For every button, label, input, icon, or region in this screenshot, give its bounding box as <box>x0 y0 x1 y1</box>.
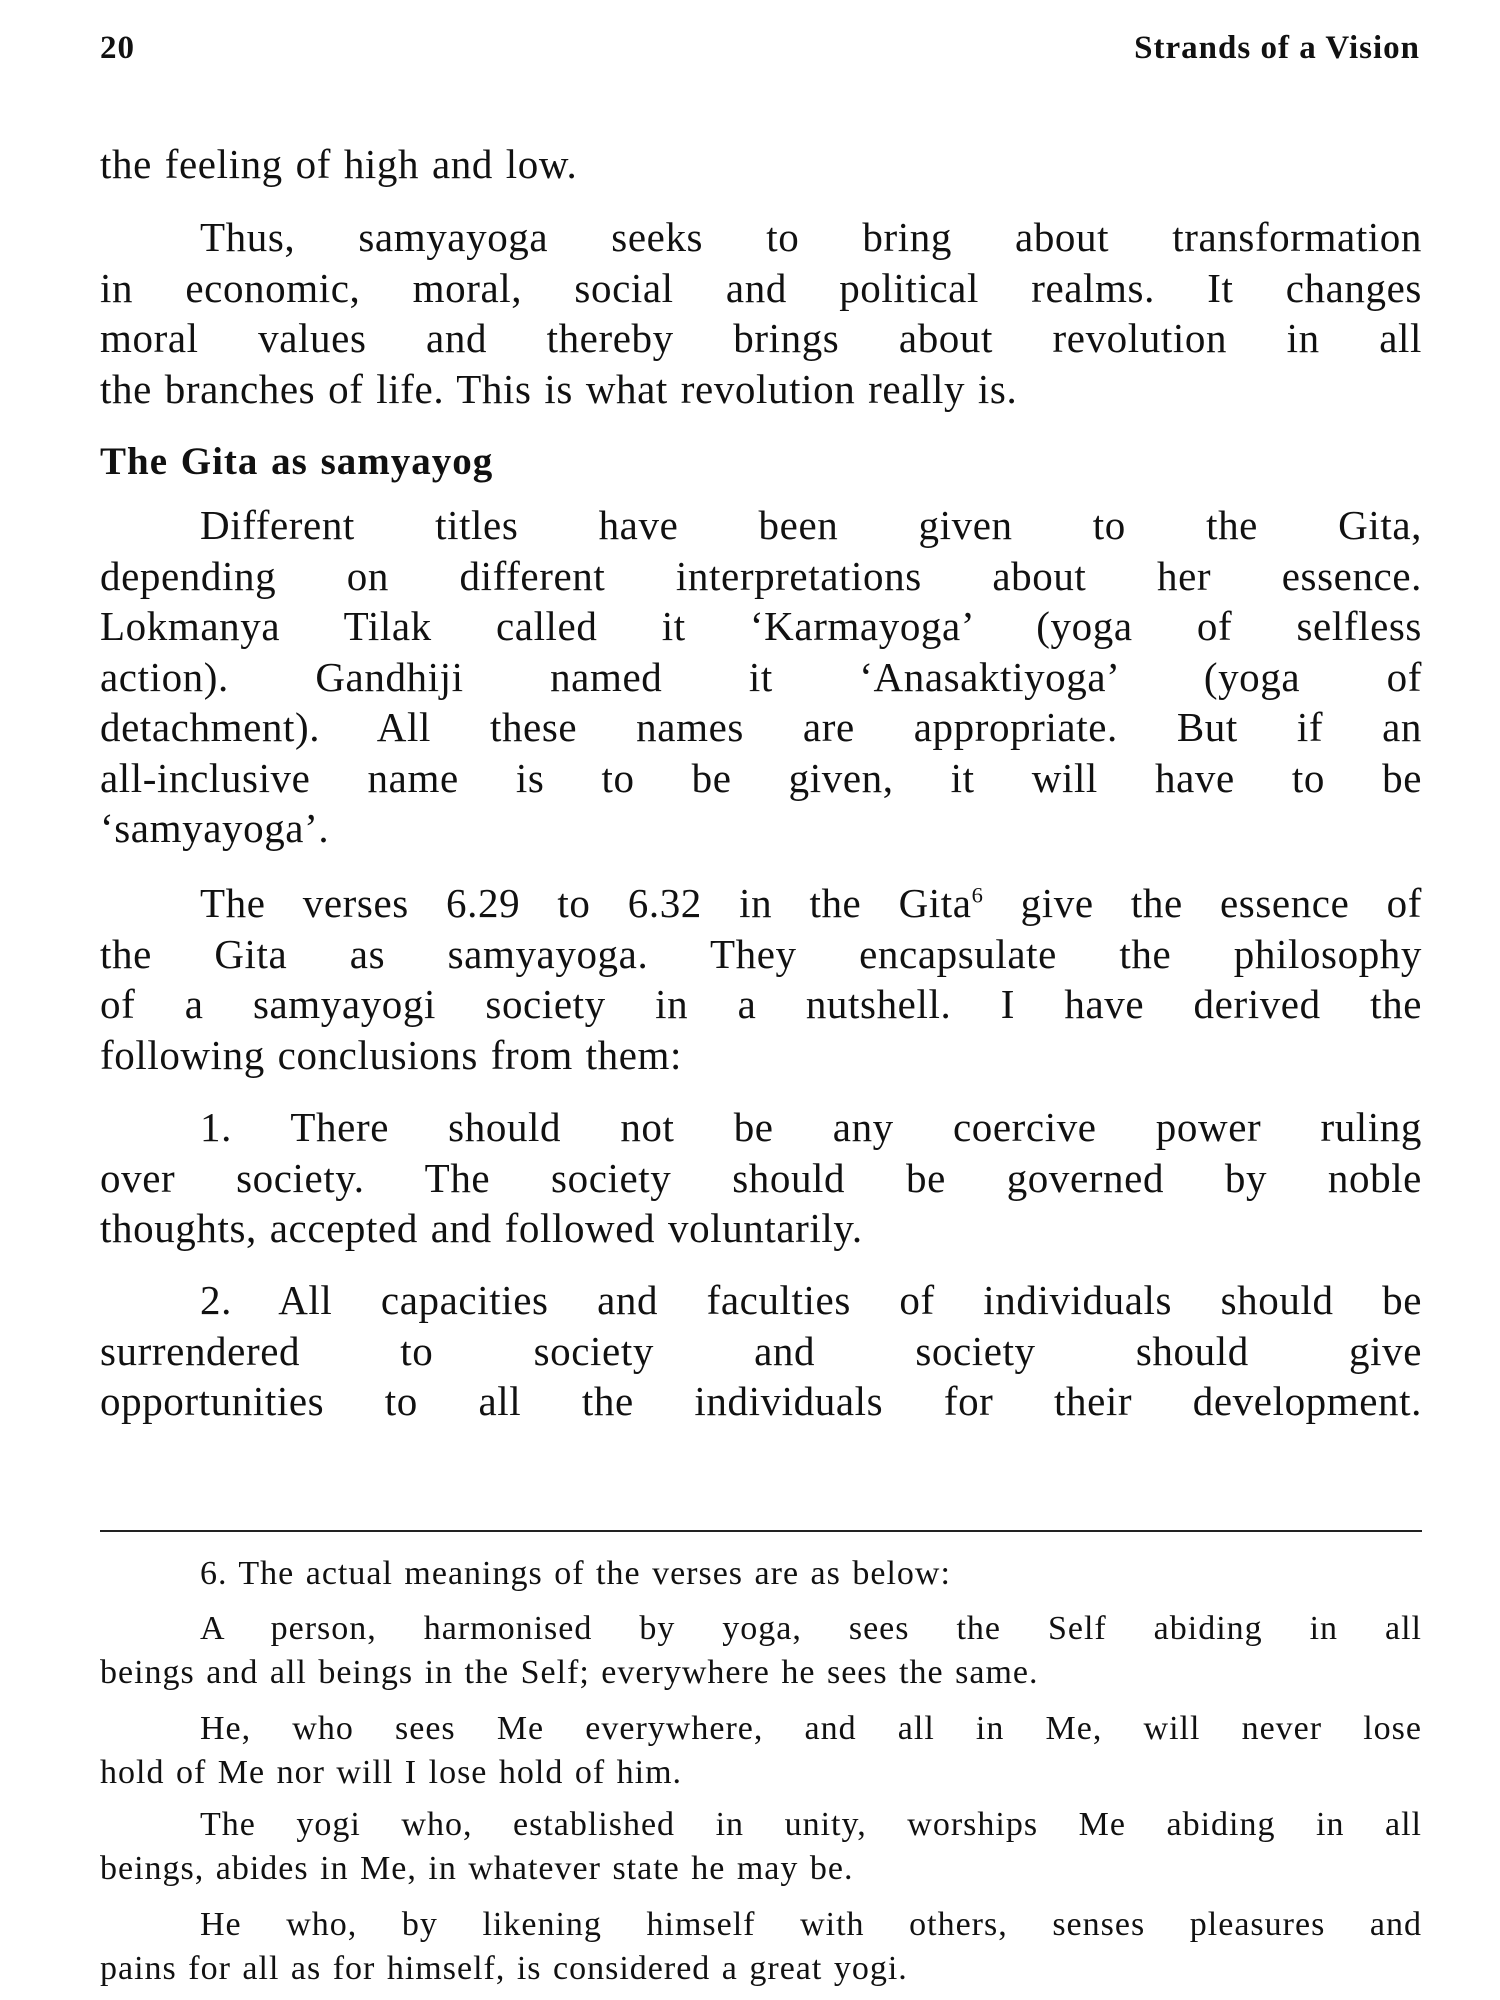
text-line: detachment). All these names are appropriate. But if an <box>100 704 1422 750</box>
text-line: 6. The actual meanings of the verses are as below: <box>200 1555 951 1592</box>
text-line: opportunities to all the individuals for their development. <box>100 1378 1422 1424</box>
text-line: action). Gandhiji named it ‘Anasaktiyoga’ (yoga of <box>100 653 1422 700</box>
text-line: A person, harmonised by yoga, sees the Self abiding in all <box>200 1610 1422 1647</box>
running-title: Strands of a Vision <box>1134 30 1420 66</box>
text-line: following conclusions from them: <box>100 1031 683 1078</box>
paragraph <box>100 212 1422 414</box>
text-line: the Gita as samyayoga. They encapsulate the philosophy <box>100 930 1422 977</box>
text-line: Different titles have been given to the Gita, <box>200 502 1422 548</box>
text-line: depending on different interpretations about her essence. <box>100 552 1422 599</box>
paragraph <box>100 1275 1422 1427</box>
text-line: over society. The society should be governed by noble <box>100 1154 1422 1201</box>
footnote-paragraph <box>100 1552 1422 1596</box>
text-line: He, who sees Me everywhere, and all in Me, will never lose <box>200 1710 1422 1747</box>
paragraph <box>100 500 1422 854</box>
footnote-paragraph <box>100 1903 1422 1991</box>
text-line: surrendered to society and society should give <box>100 1327 1422 1374</box>
text-line: moral values and thereby brings about revolution in all <box>100 315 1422 361</box>
text-line: Lokmanya Tilak called it ‘Karmayoga’ (yoga of selfless <box>100 603 1422 649</box>
page-number: 20 <box>100 30 135 66</box>
text-line: 2. All capacities and faculties of individuals should be <box>200 1277 1422 1323</box>
section-heading <box>100 437 1422 488</box>
text-line: the feeling of high and low. <box>100 141 578 187</box>
paragraph <box>100 139 1422 190</box>
text-line: 1. There should not be any coercive power ruling <box>200 1104 1422 1150</box>
footnote-ref: 6 <box>971 882 984 908</box>
paragraph <box>100 878 1422 1080</box>
footnote-paragraph <box>100 1803 1422 1891</box>
text-line: pains for all as for himself, is considered a great yogi. <box>100 1950 908 1987</box>
text-line: ‘samyayoga’. <box>100 805 330 851</box>
footnote-divider <box>100 1530 1422 1532</box>
text-line: of a samyayogi society in a nutshell. I have derived the <box>100 981 1422 1027</box>
paragraph <box>100 1102 1422 1254</box>
text-line: beings, abides in Me, in whatever state he may be. <box>100 1850 854 1887</box>
footnote-paragraph <box>100 1707 1422 1795</box>
text-line: beings and all beings in the Self; everywhere he sees the same. <box>100 1654 1039 1691</box>
text-line: Thus, samyayoga seeks to bring about transformation <box>200 214 1422 260</box>
text-line: hold of Me nor will I lose hold of him. <box>100 1754 683 1791</box>
text-line: thoughts, accepted and followed voluntarily. <box>100 1205 863 1251</box>
text-line: He who, by likening himself with others, senses pleasures and <box>200 1906 1422 1943</box>
text-segment: The verses 6.29 to 6.32 in the Gita <box>200 880 972 926</box>
text-line: The Gita as samyayog <box>100 440 494 483</box>
text-line: in economic, moral, social and political realms. It changes <box>100 264 1422 311</box>
text-segment: give the essence of <box>983 880 1422 926</box>
footnote-paragraph <box>100 1607 1422 1695</box>
text-line: the branches of life. This is what revolution really is. <box>100 365 1018 412</box>
text-line: all-inclusive name is to be given, it will have to be <box>100 754 1422 801</box>
text-line <box>100 878 1422 929</box>
text-line: The yogi who, established in unity, worships Me abiding in all <box>200 1806 1422 1843</box>
